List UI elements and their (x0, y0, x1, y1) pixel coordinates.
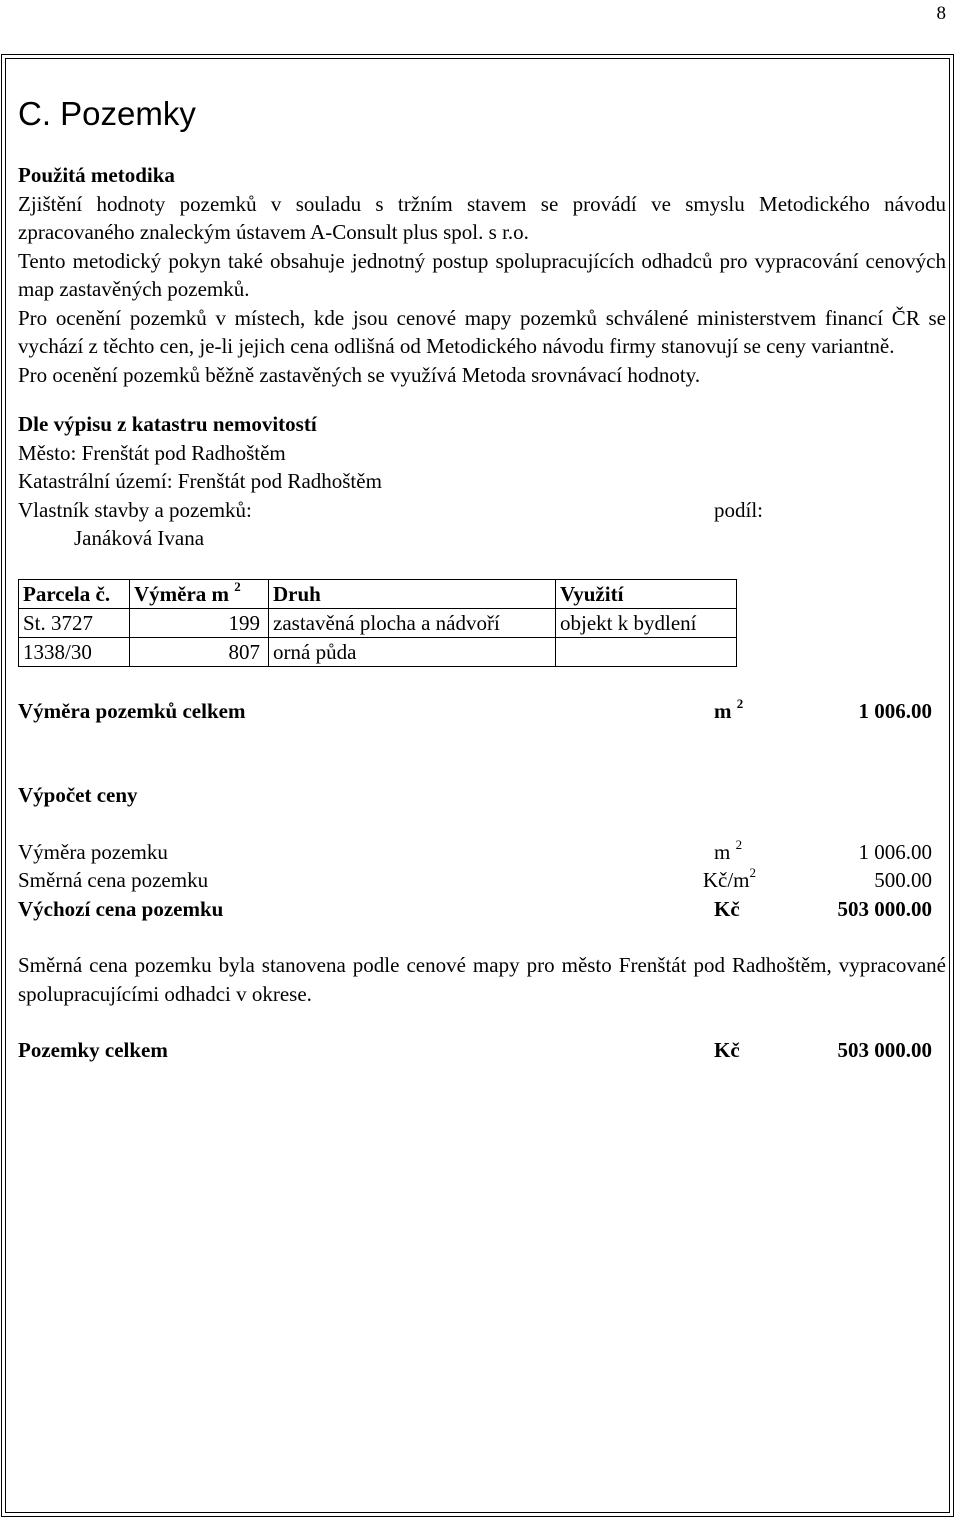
calc-row-unit: m $^2$ (714, 836, 743, 864)
method-paragraph: Pro ocenění pozemků běžně zastavěných se využívá Metoda srovnávací hodnoty. (18, 362, 701, 387)
owner-label: Vlastník stavby a pozemků: (18, 497, 252, 522)
parcel-area: 807 (130, 637, 269, 666)
parcel-area: 199 (130, 608, 269, 637)
calc-row-value: 503 000.00 (837, 896, 932, 921)
method-paragraph: Zjištění hodnoty pozemků v souladu s tržním stavem se provádí ve smyslu Metodického návodu zpracovaného znaleckým ústavem A-Consult plus spol. s r.o. (18, 191, 946, 244)
total-area-label: Výměra pozemků celkem (18, 698, 246, 723)
calc-row-value: 500.00 (874, 868, 932, 892)
share-label: podíl: (714, 497, 764, 522)
grand-total-row (18, 1036, 946, 1065)
table-header-row (19, 579, 737, 608)
column-header-type: Druh (269, 579, 556, 608)
grand-total-unit: Kč (714, 1038, 740, 1062)
calc-row (18, 866, 946, 895)
cadastral-area-line: Katastrální území: Frenštát pod Radhoštěm (18, 469, 382, 493)
parcel-type: zastavěná plocha a nádvoří (269, 608, 556, 637)
calc-row-label: Výměra pozemku (18, 839, 168, 864)
method-heading: Použitá metodika (18, 163, 175, 187)
grand-total-label: Pozemky celkem (18, 1038, 168, 1062)
page-number: 8 (936, 3, 946, 24)
document-content (18, 92, 946, 1065)
parcels-table (18, 579, 737, 667)
owner-name: Janáková Ivana (74, 526, 205, 550)
parcel-number: 1338/30 (19, 637, 130, 666)
method-section (18, 161, 946, 389)
method-paragraph: Tento metodický pokyn také obsahuje jednotný postup spolupracujících odhadců pro vypracování cenových map zastavěných pozemků. (18, 248, 946, 301)
parcel-usage: objekt k bydlení (556, 608, 737, 637)
total-area-row (18, 697, 946, 726)
section-title: C. Pozemky (18, 95, 196, 132)
owner-line (18, 496, 946, 525)
calc-row (18, 838, 946, 867)
calc-row (18, 895, 946, 924)
parcel-type: orná půda (269, 637, 556, 666)
calc-row-unit: $Kč/m^2$ (702, 865, 756, 892)
calc-heading: Výpočet ceny (18, 783, 138, 807)
cadastre-section (18, 410, 946, 553)
calc-note: Směrná cena pozemku byla stanovena podle cenové mapy pro město Frenštát pod Radhoštěm, vypracované spolupracujícími odhadci v okrese. (18, 953, 946, 1006)
column-header-area: Výměra m $^2$ (130, 579, 269, 608)
city-line: Město: Frenštát pod Radhoštěm (18, 440, 286, 465)
cadastre-heading: Dle výpisu z katastru nemovitostí (18, 412, 317, 436)
column-header-usage: Využití (556, 579, 737, 608)
table-row (19, 608, 737, 637)
calc-row-label: Směrná cena pozemku (18, 868, 209, 892)
method-paragraph: Pro ocenění pozemků v místech, kde jsou cenové mapy pozemků schválené ministerstvem financí ČR se vychází z těchto cen, je-li jejich cena odlišná od Metodického návodu firmy stanovují se ceny variantně. (18, 305, 946, 358)
column-header-parcel: Parcela č. (19, 579, 130, 608)
total-area-value: 1 006.00 (858, 698, 932, 723)
calc-row-value: 1 006.00 (858, 839, 932, 864)
calc-row-unit: Kč (714, 896, 740, 921)
grand-total-value: 503 000.00 (837, 1038, 932, 1062)
calc-row-label: Výchozí cena pozemku (18, 896, 224, 921)
parcel-number: St. 3727 (19, 608, 130, 637)
table-row (19, 637, 737, 666)
total-area-unit: m $^2$ (714, 695, 744, 723)
parcel-usage (556, 637, 737, 666)
